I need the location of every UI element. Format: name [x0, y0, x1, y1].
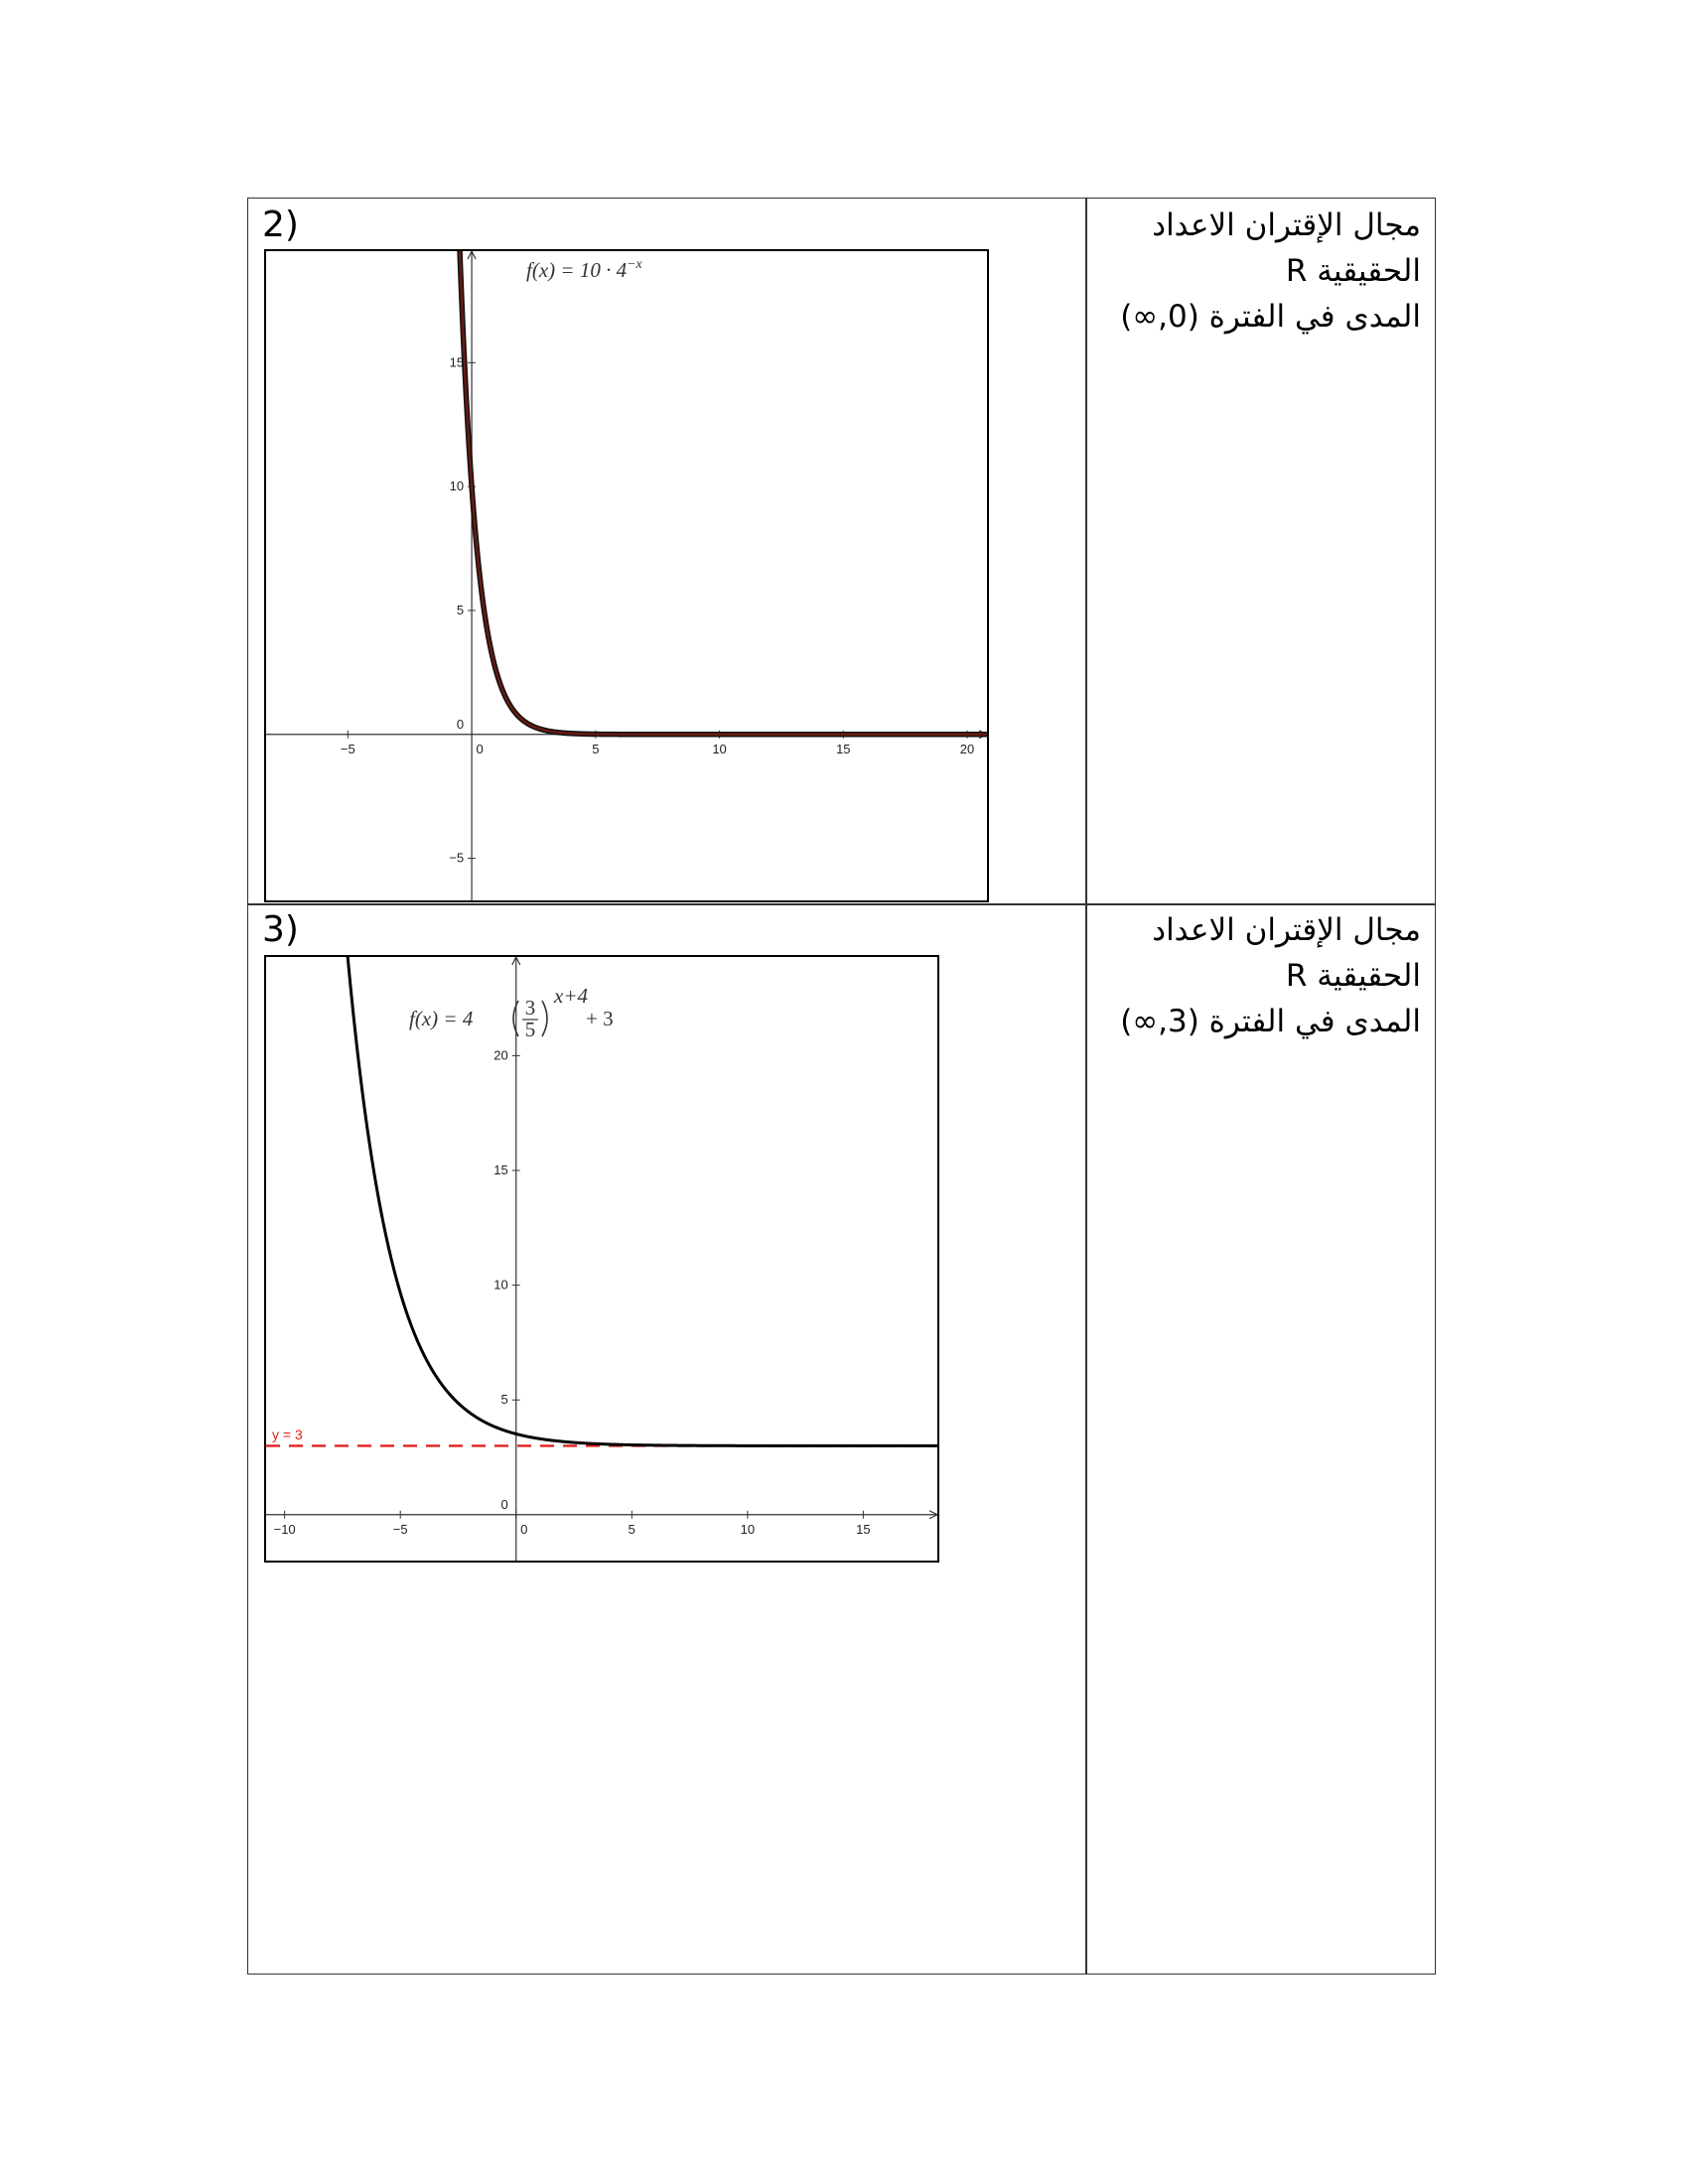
svg-text:3: 3 [524, 996, 536, 1020]
question-number-2: 2) [262, 205, 299, 245]
domain-line: مجال الإقتران الاعداد [1152, 207, 1421, 243]
graph-2-svg [266, 251, 987, 900]
x-tick-label: −5 [392, 1521, 408, 1537]
function-curve [455, 251, 987, 735]
y-tick-label: 15 [493, 1161, 508, 1177]
x-tick-label: 15 [836, 741, 851, 756]
answer-text-3 [1103, 907, 1421, 1044]
x-tick-label: −10 [273, 1521, 296, 1537]
formula-label: $f(x) = 10 \cdot 4^{-x}$ [526, 257, 642, 282]
x-tick-label: 10 [712, 741, 727, 756]
x-tick-label: 5 [628, 1521, 635, 1537]
x-tick-label: 5 [592, 741, 600, 756]
x-tick-label: 20 [959, 741, 975, 756]
graph-2 [264, 249, 989, 902]
x-tick-label: 0 [476, 741, 484, 756]
x-tick-label: 15 [856, 1521, 871, 1537]
column-divider [1085, 199, 1087, 1974]
formula-label [409, 984, 614, 1041]
domain-set-line: الحقيقية R [1285, 958, 1421, 994]
svg-text:+ 3: + 3 [586, 1007, 614, 1030]
range-line: المدى في الفترة (3,∞) [1120, 1004, 1421, 1039]
y-tick-label: 0 [456, 716, 465, 732]
y-tick-label: 10 [493, 1277, 508, 1293]
y-tick-label: 15 [449, 354, 465, 370]
y-tick-label: 20 [493, 1047, 508, 1063]
question-number-3: 3) [262, 909, 299, 950]
svg-text:5: 5 [524, 1018, 536, 1041]
asymptote-label: y = 3 [272, 1427, 303, 1442]
exercise-table [247, 198, 1436, 1975]
y-tick-label: 5 [500, 1392, 508, 1408]
x-tick-label: −5 [340, 741, 355, 756]
x-tick-label: 0 [520, 1521, 528, 1537]
y-tick-label: −5 [449, 850, 465, 866]
y-tick-label: 0 [500, 1496, 508, 1512]
svg-text:f(x) = 4: f(x) = 4 [409, 1007, 474, 1030]
graph-3-svg [266, 957, 937, 1561]
answer-text-2 [1103, 203, 1421, 340]
y-tick-label: 5 [456, 602, 465, 617]
domain-set-line: الحقيقية R [1285, 253, 1421, 289]
domain-line: مجال الإقتران الاعداد [1152, 912, 1421, 948]
graph-3 [264, 955, 939, 1563]
function-curve-outline [455, 251, 987, 735]
range-line: المدى في الفترة (0,∞) [1120, 299, 1421, 335]
y-tick-label: 10 [449, 478, 465, 494]
x-tick-label: 10 [740, 1521, 756, 1537]
svg-text:x+4: x+4 [554, 984, 588, 1008]
